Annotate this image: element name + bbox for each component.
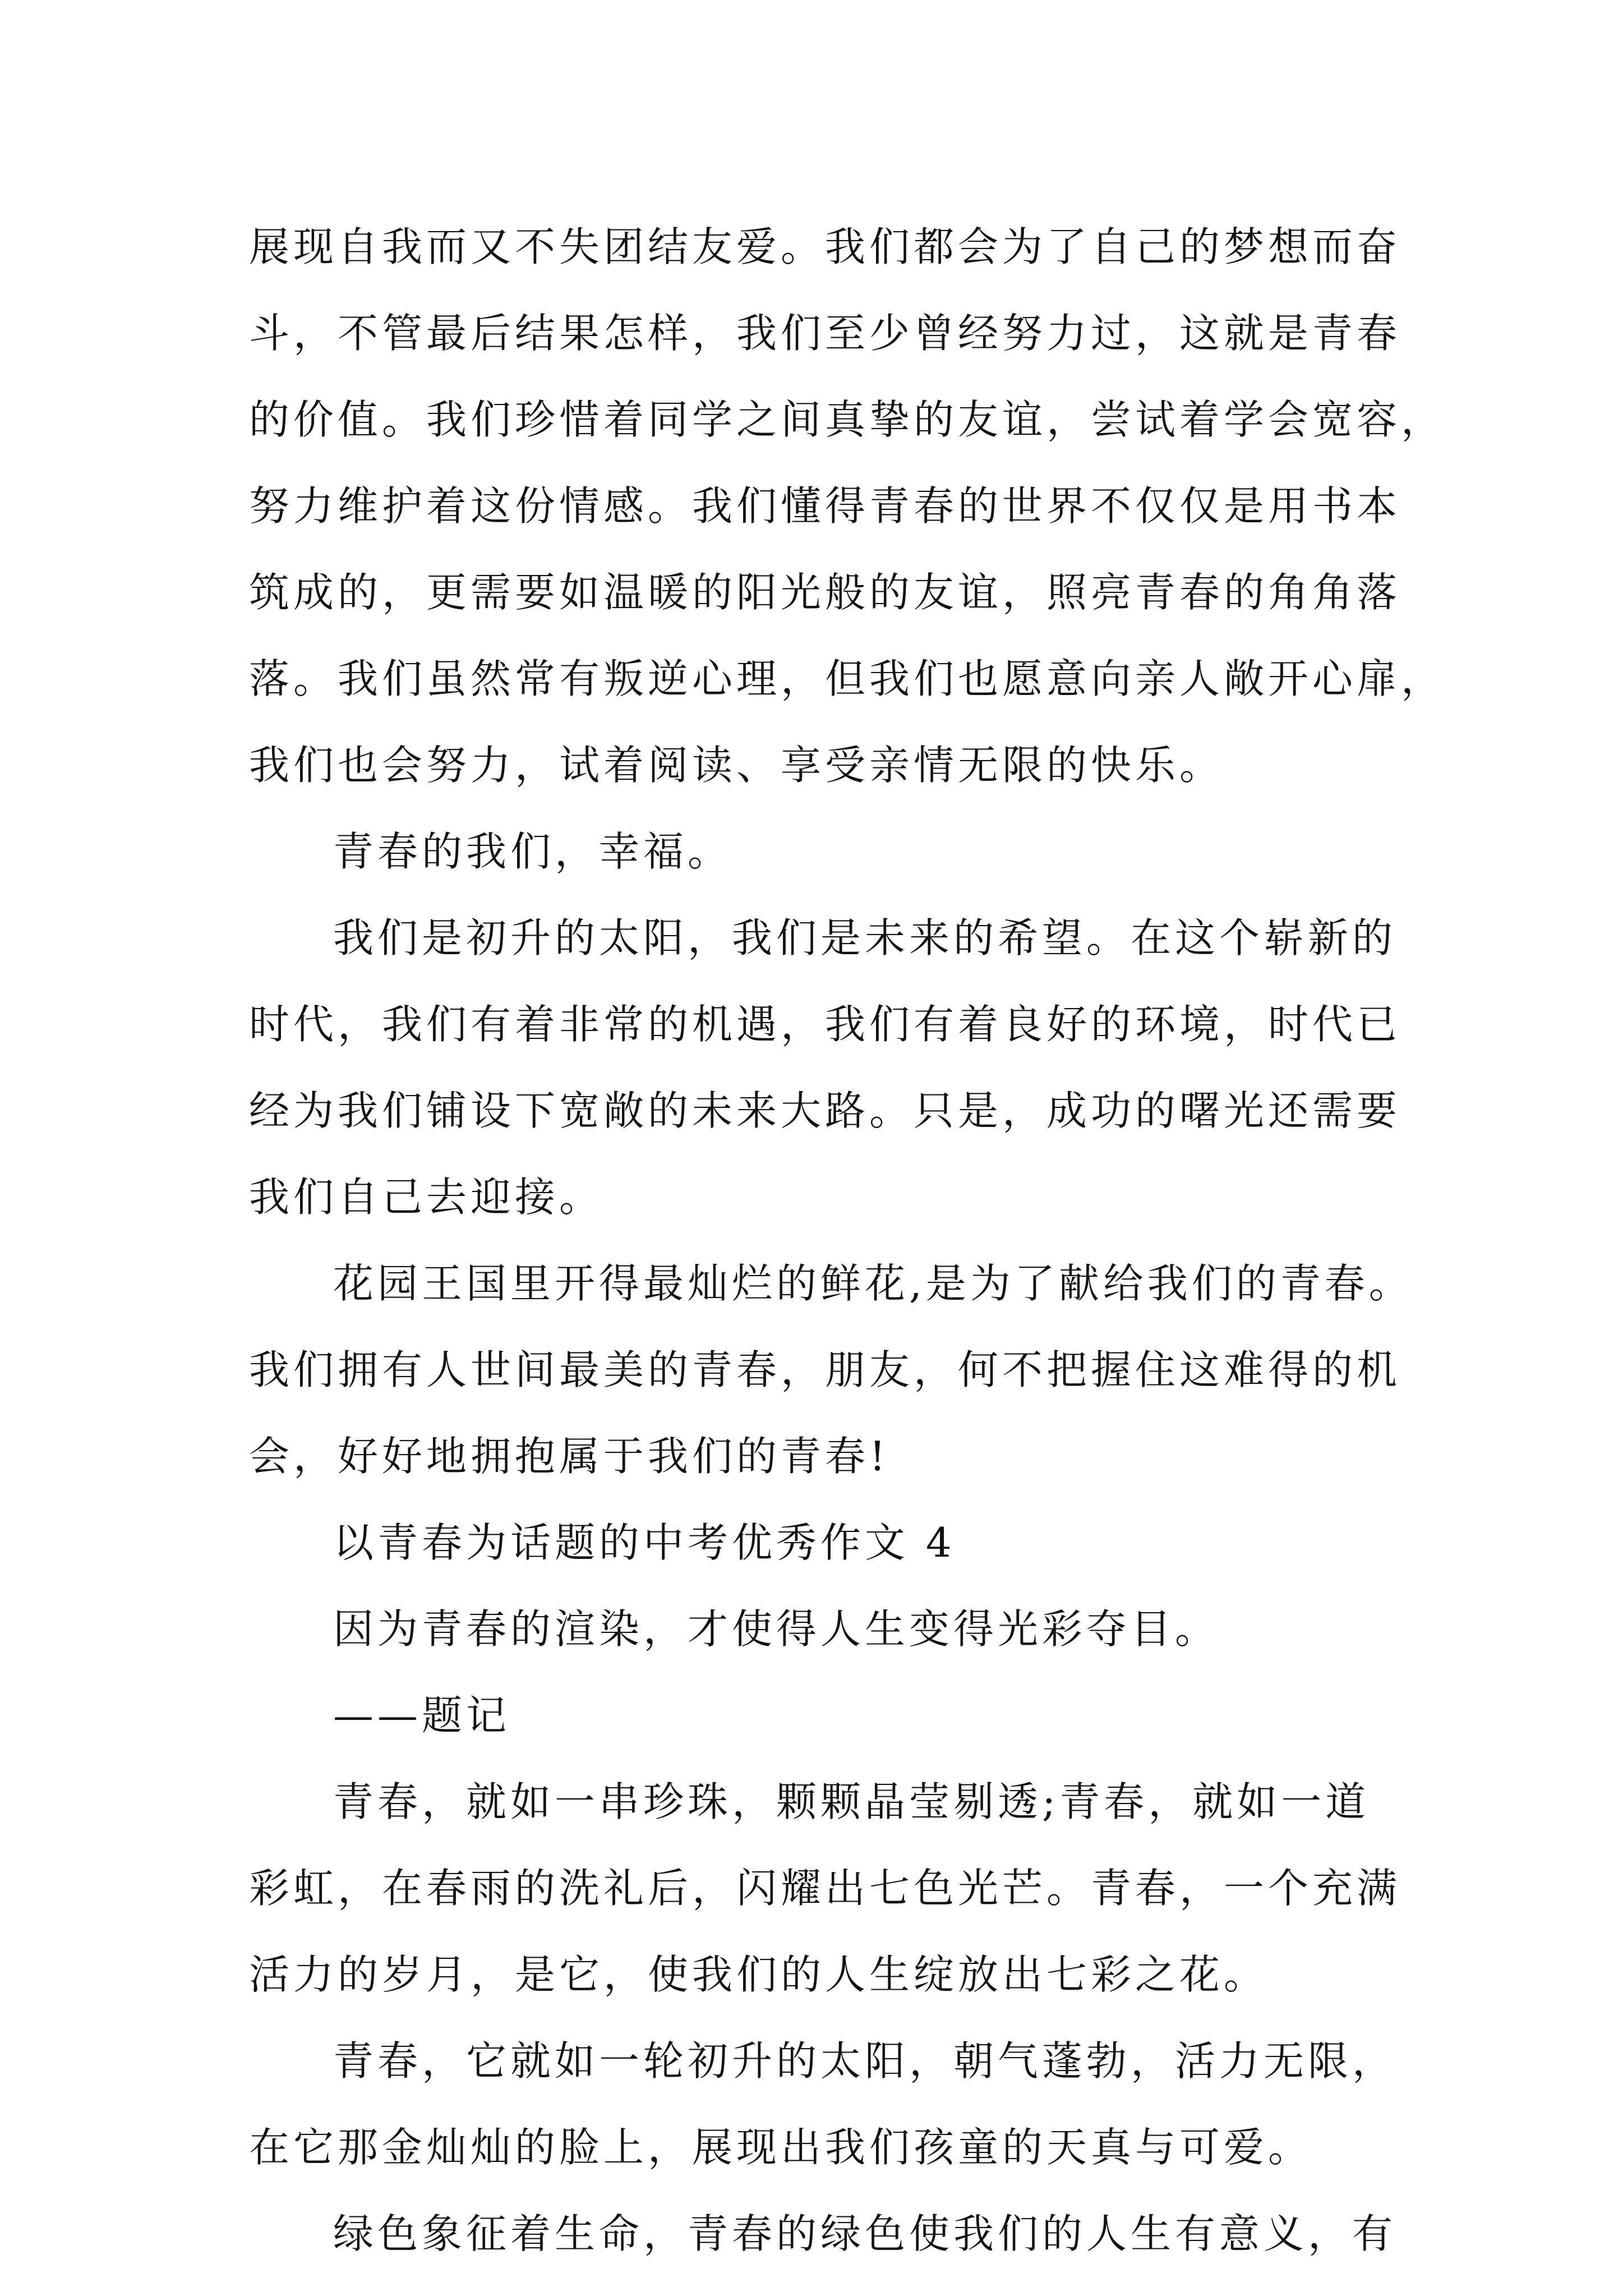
text-line: 青春的我们，幸福。 xyxy=(333,828,732,875)
epigraph-attribution: ——题记 xyxy=(333,1692,511,1739)
text-line: 斗，不管最后结果怎样，我们至少曾经努力过，这就是青春 xyxy=(249,310,1401,357)
text-line: 努力维护着这份情感。我们懂得青春的世界不仅仅是用书本 xyxy=(249,482,1401,530)
text-line: 时代，我们有着非常的机遇，我们有着良好的环境，时代已 xyxy=(249,1001,1401,1048)
text-line: 在它那金灿灿的脸上，展现出我们孩童的天真与可爱。 xyxy=(249,2124,1313,2171)
text-line: 我们拥有人世间最美的青春，朋友，何不把握住这难得的机 xyxy=(249,1346,1401,1393)
text-line: 彩虹，在春雨的洗礼后，闪耀出七色光芒。青春，一个充满 xyxy=(249,1865,1401,1912)
text-line: 花园王国里开得最灿烂的鲜花,是为了献给我们的青春。 xyxy=(333,1260,1413,1307)
text-line: 的价值。我们珍惜着同学之间真挚的友谊，尝试着学会宽容， xyxy=(249,396,1446,443)
text-line: 落。我们虽然常有叛逆心理，但我们也愿意向亲人敞开心扉， xyxy=(249,655,1446,702)
text-line: 经为我们铺设下宽敞的未来大路。只是，成功的曙光还需要 xyxy=(249,1087,1401,1134)
text-line: 青春，它就如一轮初升的太阳，朝气蓬勃，活力无限， xyxy=(333,2037,1397,2085)
text-line: 我们也会努力，试着阅读、享受亲情无限的快乐。 xyxy=(249,742,1224,789)
text-line: 我们自己去迎接。 xyxy=(249,1174,604,1221)
text-line: 绿色象征着生命，青春的绿色使我们的人生有意义，有 xyxy=(333,2210,1397,2257)
text-line: 活力的岁月，是它，使我们的人生绽放出七彩之花。 xyxy=(249,1951,1269,1998)
section-heading: 以青春为话题的中考优秀作文 4 xyxy=(333,1519,956,1566)
text-line: 我们是初升的太阳，我们是未来的希望。在这个崭新的 xyxy=(333,914,1397,961)
text-line: 青春，就如一串珍珠，颗颗晶莹剔透;青春，就如一道 xyxy=(333,1778,1370,1825)
text-line: 展现自我而又不失团结友爱。我们都会为了自己的梦想而奋 xyxy=(249,223,1401,270)
text-line: 筑成的，更需要如温暖的阳光般的友谊，照亮青春的角角落 xyxy=(249,569,1401,616)
text-line: 会，好好地拥抱属于我们的青春! xyxy=(249,1433,889,1480)
epigraph-line: 因为青春的渲染，才使得人生变得光彩夺目。 xyxy=(333,1605,1220,1653)
